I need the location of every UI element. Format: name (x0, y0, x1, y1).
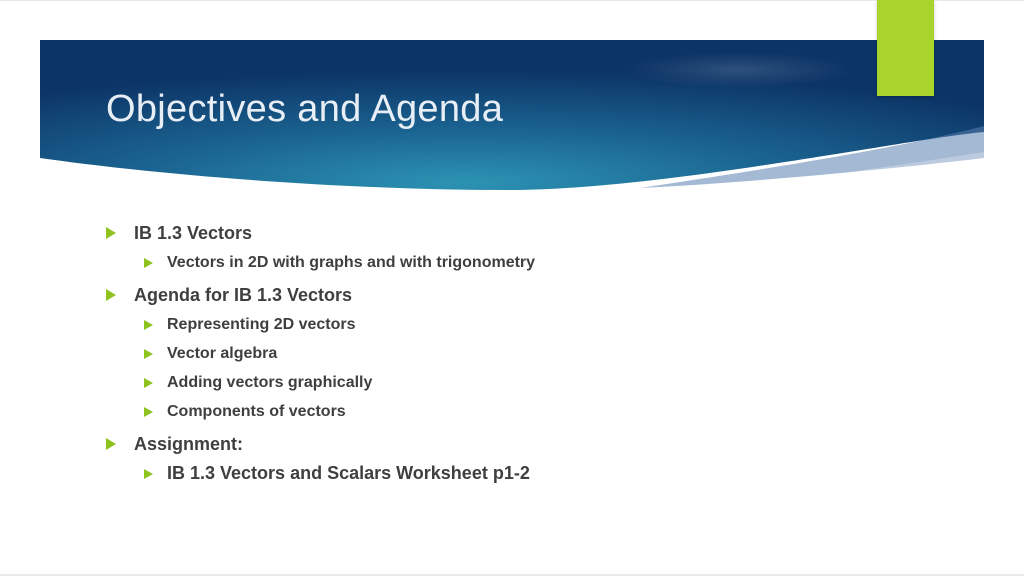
bullet-list (106, 218, 906, 488)
sub-bullet-label: Components of vectors (167, 402, 346, 420)
triangle-bullet-icon (106, 227, 116, 239)
triangle-bullet-icon (144, 349, 153, 359)
triangle-bullet-icon (144, 378, 153, 388)
slide-title: Objectives and Agenda (106, 88, 504, 130)
bullet-item (106, 280, 906, 310)
accent-tab (877, 0, 934, 96)
bullet-item (106, 218, 906, 248)
triangle-bullet-icon (144, 469, 153, 479)
sub-bullet-label: Vectors in 2D with graphs and with trigonometry (167, 253, 536, 271)
sub-bullet-label: Vector algebra (167, 344, 278, 362)
sub-bullet-label: IB 1.3 Vectors and Scalars Worksheet p1-2 (167, 463, 530, 483)
bullet-label: IB 1.3 Vectors (134, 222, 253, 243)
bullet-label: Agenda for IB 1.3 Vectors (134, 284, 353, 305)
triangle-bullet-icon (106, 289, 116, 301)
triangle-bullet-icon (144, 258, 153, 268)
triangle-bullet-icon (144, 320, 153, 330)
sub-bullet-item (106, 339, 906, 368)
bullet-item (106, 429, 906, 459)
triangle-bullet-icon (144, 407, 153, 417)
sub-bullet-label: Adding vectors graphically (167, 373, 373, 391)
triangle-bullet-icon (106, 438, 116, 450)
sub-bullet-item (106, 368, 906, 397)
sub-bullet-label: Representing 2D vectors (167, 315, 356, 333)
sub-bullet-item (106, 310, 906, 339)
sub-bullet-item (106, 248, 906, 277)
top-border (0, 0, 1024, 1)
sub-bullet-item (106, 397, 906, 426)
bullet-label: Assignment: (134, 433, 244, 454)
sub-bullet-item (106, 459, 906, 488)
